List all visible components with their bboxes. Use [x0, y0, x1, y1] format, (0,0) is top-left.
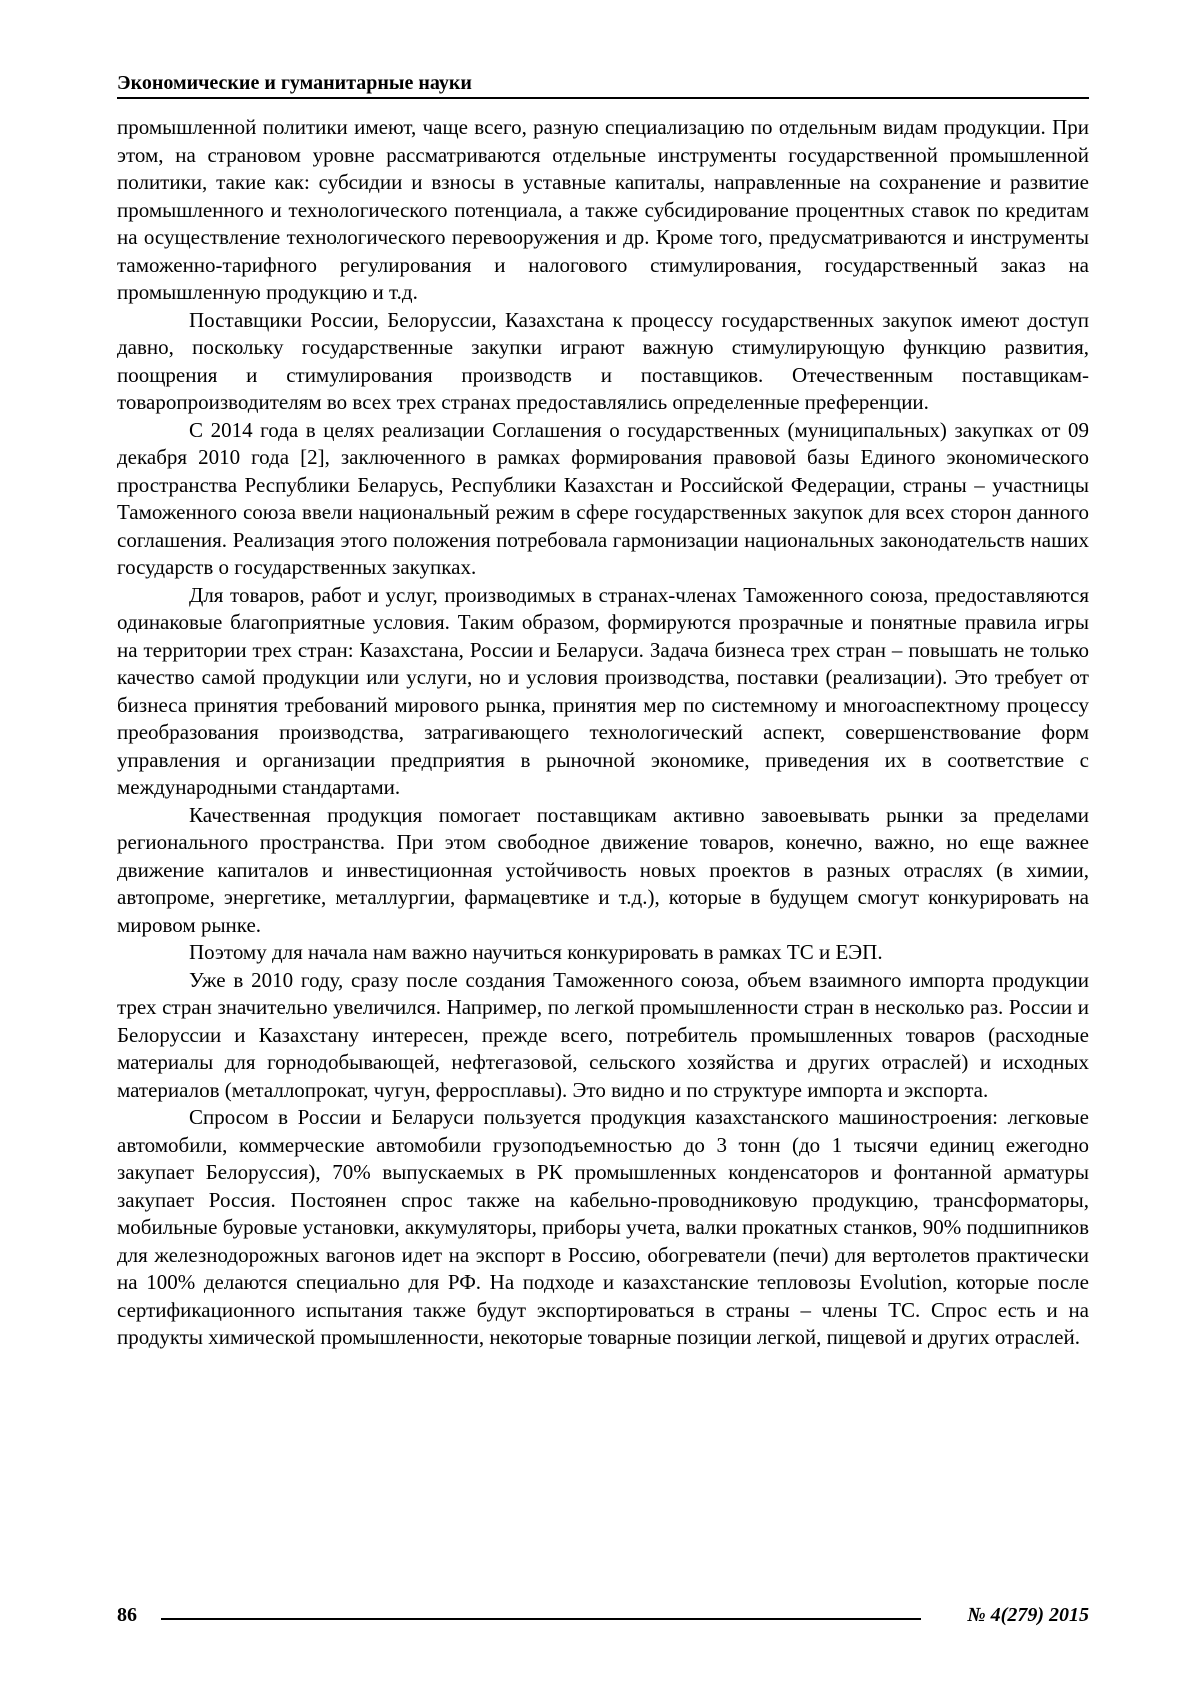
paragraph-7: Уже в 2010 году, сразу после создания Таможенного союза, объем взаимного импорта продукции трех стран значительно увеличился. Например, по легкой промышленности стран в несколько раз. России и Белоруссии и Казахстану интересен, прежде всего, потребитель промышленных товаров (расходные материалы для горнодобывающей, нефтегазовой, сельского хозяйства и других отраслей) и исходных материалов (металлопрокат, чугун, ферросплавы). Это видно и по структуре импорта и экспорта. [117, 967, 1089, 1105]
paragraph-2: Поставщики России, Белоруссии, Казахстана к процессу государственных закупок имеют доступ давно, поскольку государственные закупки играют важную стимулирующую функцию развития, поощрения и стимулирования производств и поставщиков. Отечественным поставщикам-товаропроизводителям во всех трех странах предоставлялись определенные преференции. [117, 307, 1089, 417]
paragraph-1: промышленной политики имеют, чаще всего, разную специализацию по отдельным видам продукции. При этом, на страновом уровне рассматриваются отдельные инструменты государственной промышленной политики, такие как: субсидии и взносы в уставные капиталы, направленные на сохранение и развитие промышленного и технологического потенциала, а также субсидирование процентных ставок по кредитам на осуществление технологического перевооружения и др. Кроме того, предусматриваются и инструменты таможенно-тарифного регулирования и налогового стимулирования, государственный заказ на промышленную продукцию и т.д. [117, 114, 1089, 307]
paragraph-8: Спросом в России и Беларуси пользуется продукция казахстанского машиностроения: легковые автомобили, коммерческие автомобили грузоподъемностью до 3 тонн (до 1 тысячи единиц ежегодно закупает Белоруссия), 70% выпускаемых в РК промышленных конденсаторов и фонтанной арматуры закупает Россия. Постоянен спрос также на кабельно-проводниковую продукцию, трансформаторы, мобильные буровые установки, аккумуляторы, приборы учета, валки прокатных станков, 90% подшипников для железнодорожных вагонов идет на экспорт в Россию, обогреватели (печи) для вертолетов практически на 100% делаются специально для РФ. На подходе и казахстанские тепловозы Evolution, которые после сертификационного испытания также будут экспортироваться в страны – члены ТС. Спрос есть и на продукты химической промышленности, некоторые товарные позиции легкой, пищевой и других отраслей. [117, 1104, 1089, 1352]
page-number: 86 [117, 1604, 137, 1627]
article-body [117, 114, 1089, 1352]
footer-rule [161, 1618, 921, 1620]
page-footer [117, 1604, 1089, 1634]
issue-number: № 4(279) 2015 [967, 1604, 1089, 1627]
document-page [0, 0, 1200, 1697]
running-header: Экономические и гуманитарные науки [117, 71, 1089, 99]
paragraph-3: С 2014 года в целях реализации Соглашения о государственных (муниципальных) закупках от 09 декабря 2010 года [2], заключенного в рамках формирования правовой базы Единого экономического пространства Республики Беларусь, Республики Казахстан и Российской Федерации, страны – участницы Таможенного союза ввели национальный режим в сфере государственных закупок для всех сторон данного соглашения. Реализация этого положения потребовала гармонизации национальных законодательств наших государств о государственных закупках. [117, 417, 1089, 582]
paragraph-6: Поэтому для начала нам важно научиться конкурировать в рамках ТС и ЕЭП. [117, 939, 1089, 967]
paragraph-5: Качественная продукция помогает поставщикам активно завоевывать рынки за пределами регионального пространства. При этом свободное движение товаров, конечно, важно, но еще важнее движение капиталов и инвестиционная устойчивость новых проектов в разных отраслях (в химии, автопроме, энергетике, металлургии, фармацевтике и т.д.), которые в будущем смогут конкурировать на мировом рынке. [117, 802, 1089, 940]
paragraph-4: Для товаров, работ и услуг, производимых в странах-членах Таможенного союза, предоставляются одинаковые благоприятные условия. Таким образом, формируются прозрачные и понятные правила игры на территории трех стран: Казахстана, России и Беларуси. Задача бизнеса трех стран – повышать не только качество самой продукции или услуги, но и условия производства, поставки (реализации). Это требует от бизнеса принятия требований мирового рынка, принятия мер по системному и многоаспектному процессу преобразования производства, затрагивающего технологический аспект, совершенствование форм управления и организации предприятия в рыночной экономике, приведения их в соответствие с международными стандартами. [117, 582, 1089, 802]
